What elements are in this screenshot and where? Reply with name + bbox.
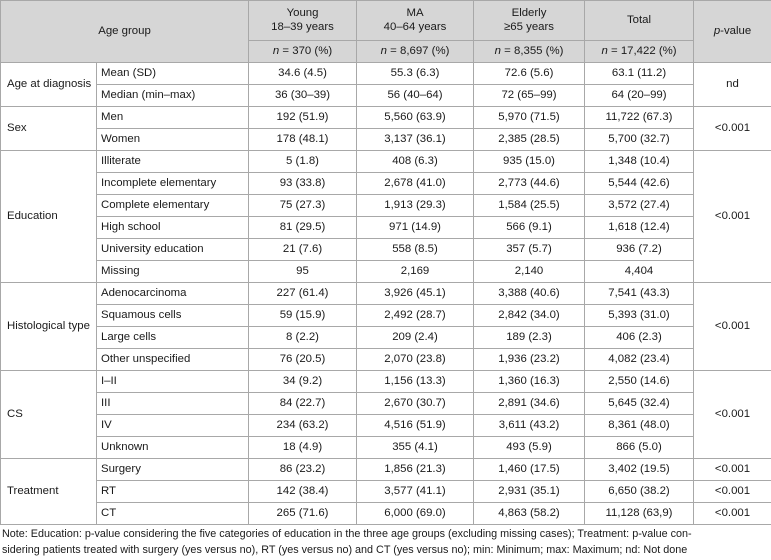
category-cell: IV [97, 415, 249, 437]
value-cell: 234 (63.2) [249, 415, 357, 437]
table-row [1, 415, 771, 437]
category-cell: Missing [97, 261, 249, 283]
value-cell: 935 (15.0) [474, 151, 585, 173]
pvalue-cell: <0.001 [694, 459, 771, 481]
pvalue-cell: <0.001 [694, 107, 771, 151]
value-cell: 6,650 (38.2) [585, 481, 694, 503]
value-cell: 93 (33.8) [249, 173, 357, 195]
value-cell: 3,577 (41.1) [357, 481, 474, 503]
category-cell: Other unspecified [97, 349, 249, 371]
table-row [1, 393, 771, 415]
value-cell: 11,722 (67.3) [585, 107, 694, 129]
value-cell: 1,584 (25.5) [474, 195, 585, 217]
n-header [249, 41, 357, 63]
group-header [474, 1, 585, 41]
note-p: p [84, 528, 91, 540]
group-name: MA [406, 6, 424, 19]
table-row [1, 481, 771, 503]
value-cell: 86 (23.2) [249, 459, 357, 481]
value-cell: 3,137 (36.1) [357, 129, 474, 151]
value-cell: 56 (40–64) [357, 85, 474, 107]
note-text-2: -value considering the five categories of education in the three age groups (excluding missing cases); Treatment: [90, 528, 633, 540]
group-range: 18–39 years [271, 20, 334, 33]
n-header [585, 41, 694, 63]
group-name: Total [626, 13, 652, 26]
category-cell: Unknown [97, 437, 249, 459]
category-cell: III [97, 393, 249, 415]
category-cell: University education [97, 239, 249, 261]
value-cell: 63.1 (11.2) [585, 63, 694, 85]
category-cell: Large cells [97, 327, 249, 349]
section-label: CS [1, 371, 97, 459]
value-cell: 357 (5.7) [474, 239, 585, 261]
value-cell: 1,360 (16.3) [474, 371, 585, 393]
value-cell: 2,678 (41.0) [357, 173, 474, 195]
value-cell: 355 (4.1) [357, 437, 474, 459]
value-cell: 95 [249, 261, 357, 283]
category-cell: Illiterate [97, 151, 249, 173]
category-cell: Women [97, 129, 249, 151]
value-cell: 5,700 (32.7) [585, 129, 694, 151]
value-cell: 1,460 (17.5) [474, 459, 585, 481]
value-cell: 3,388 (40.6) [474, 283, 585, 305]
table-row [1, 459, 771, 481]
note-text-4: sidering patients treated with surgery (yes versus no), RT (yes versus no) and CT (yes versus no); min: Minimum; max: Maximum; nd: Not done [2, 544, 688, 556]
value-cell: 34 (9.2) [249, 371, 357, 393]
value-cell: 2,931 (35.1) [474, 481, 585, 503]
category-cell: Squamous cells [97, 305, 249, 327]
value-cell: 18 (4.9) [249, 437, 357, 459]
category-cell: High school [97, 217, 249, 239]
pvalue-cell: <0.001 [694, 371, 771, 459]
table-row [1, 437, 771, 459]
value-cell: 6,000 (69.0) [357, 503, 474, 525]
value-cell: 2,550 (14.6) [585, 371, 694, 393]
header-row [1, 1, 771, 41]
value-cell: 1,856 (21.3) [357, 459, 474, 481]
pvalue-header [694, 1, 771, 63]
category-cell: RT [97, 481, 249, 503]
table-note [2, 526, 769, 558]
n-value: = 17,422 (%) [611, 44, 677, 57]
note-text-1: Note: Education: [2, 528, 85, 540]
category-cell: I–II [97, 371, 249, 393]
value-cell: 265 (71.6) [249, 503, 357, 525]
n-prefix: n [272, 44, 280, 57]
value-cell: 4,404 [585, 261, 694, 283]
value-cell: 2,070 (23.8) [357, 349, 474, 371]
value-cell: 2,670 (30.7) [357, 393, 474, 415]
value-cell: 81 (29.5) [249, 217, 357, 239]
value-cell: 55.3 (6.3) [357, 63, 474, 85]
category-cell: Complete elementary [97, 195, 249, 217]
value-cell: 5,393 (31.0) [585, 305, 694, 327]
value-cell: 11,128 (63,9) [585, 503, 694, 525]
value-cell: 2,773 (44.6) [474, 173, 585, 195]
table-row [1, 305, 771, 327]
value-cell: 406 (2.3) [585, 327, 694, 349]
value-cell: 192 (51.9) [249, 107, 357, 129]
value-cell: 3,402 (19.5) [585, 459, 694, 481]
group-name: Young [286, 6, 319, 19]
pvalue-cell: <0.001 [694, 151, 771, 283]
value-cell: 142 (38.4) [249, 481, 357, 503]
n-prefix: n [380, 44, 387, 57]
pvalue-prefix: p [713, 24, 721, 37]
value-cell: 75 (27.3) [249, 195, 357, 217]
value-cell: 971 (14.9) [357, 217, 474, 239]
table-row [1, 503, 771, 525]
value-cell: 493 (5.9) [474, 437, 585, 459]
category-cell: Men [97, 107, 249, 129]
value-cell: 2,842 (34.0) [474, 305, 585, 327]
table-row [1, 63, 771, 85]
note-text-3: -value con- [638, 528, 692, 540]
group-header [357, 1, 474, 41]
value-cell: 3,572 (27.4) [585, 195, 694, 217]
value-cell: 566 (9.1) [474, 217, 585, 239]
value-cell: 3,926 (45.1) [357, 283, 474, 305]
section-label: Histological type [1, 283, 97, 371]
value-cell: 1,913 (29.3) [357, 195, 474, 217]
value-cell: 36 (30–39) [249, 85, 357, 107]
value-cell: 8,361 (48.0) [585, 415, 694, 437]
value-cell: 5,544 (42.6) [585, 173, 694, 195]
pvalue-cell: <0.001 [694, 503, 771, 525]
pvalue-cell: nd [694, 63, 771, 107]
value-cell: 2,140 [474, 261, 585, 283]
category-cell: Adenocarcinoma [97, 283, 249, 305]
pvalue-cell: <0.001 [694, 481, 771, 503]
value-cell: 76 (20.5) [249, 349, 357, 371]
value-cell: 2,492 (28.7) [357, 305, 474, 327]
n-value: = 8,355 (%) [504, 44, 564, 57]
note-p: p [632, 528, 639, 540]
table-row [1, 349, 771, 371]
n-value: = 8,697 (%) [390, 44, 450, 57]
n-header [357, 41, 474, 63]
value-cell: 1,156 (13.3) [357, 371, 474, 393]
value-cell: 4,863 (58.2) [474, 503, 585, 525]
section-label: Treatment [1, 459, 97, 525]
group-name: Elderly [511, 6, 547, 19]
n-header [474, 41, 585, 63]
table-row [1, 129, 771, 151]
table-row [1, 195, 771, 217]
section-label: Education [1, 151, 97, 283]
value-cell: 5,560 (63.9) [357, 107, 474, 129]
value-cell: 59 (15.9) [249, 305, 357, 327]
value-cell: 2,169 [357, 261, 474, 283]
category-cell: CT [97, 503, 249, 525]
value-cell: 34.6 (4.5) [249, 63, 357, 85]
table-row [1, 107, 771, 129]
group-range: ≥65 years [504, 20, 554, 33]
value-cell: 5,970 (71.5) [474, 107, 585, 129]
value-cell: 5,645 (32.4) [585, 393, 694, 415]
value-cell: 4,516 (51.9) [357, 415, 474, 437]
value-cell: 84 (22.7) [249, 393, 357, 415]
table-row [1, 261, 771, 283]
value-cell: 227 (61.4) [249, 283, 357, 305]
table-row [1, 371, 771, 393]
value-cell: 1,348 (10.4) [585, 151, 694, 173]
table-row [1, 173, 771, 195]
value-cell: 8 (2.2) [249, 327, 357, 349]
value-cell: 1,936 (23.2) [474, 349, 585, 371]
value-cell: 866 (5.0) [585, 437, 694, 459]
table-row [1, 217, 771, 239]
section-label: Age at diagnosis [1, 63, 97, 107]
value-cell: 21 (7.6) [249, 239, 357, 261]
value-cell: 64 (20–99) [585, 85, 694, 107]
pvalue-suffix: -value [720, 24, 752, 37]
table-row [1, 327, 771, 349]
group-header [585, 1, 694, 41]
n-value: = 370 (%) [282, 44, 333, 57]
value-cell: 72.6 (5.6) [474, 63, 585, 85]
value-cell: 3,611 (43.2) [474, 415, 585, 437]
value-cell: 2,385 (28.5) [474, 129, 585, 151]
section-label: Sex [1, 107, 97, 151]
value-cell: 7,541 (43.3) [585, 283, 694, 305]
category-cell: Incomplete elementary [97, 173, 249, 195]
value-cell: 408 (6.3) [357, 151, 474, 173]
n-prefix: n [494, 44, 501, 57]
category-cell: Surgery [97, 459, 249, 481]
table-row [1, 239, 771, 261]
value-cell: 4,082 (23.4) [585, 349, 694, 371]
age-group-header: Age group [1, 1, 249, 63]
pvalue-cell: <0.001 [694, 283, 771, 371]
group-header [249, 1, 357, 41]
value-cell: 936 (7.2) [585, 239, 694, 261]
value-cell: 2,891 (34.6) [474, 393, 585, 415]
category-cell: Median (min–max) [97, 85, 249, 107]
value-cell: 1,618 (12.4) [585, 217, 694, 239]
group-range: 40–64 years [383, 20, 447, 33]
value-cell: 189 (2.3) [474, 327, 585, 349]
value-cell: 72 (65–99) [474, 85, 585, 107]
table-row [1, 283, 771, 305]
value-cell: 5 (1.8) [249, 151, 357, 173]
n-prefix: n [601, 44, 608, 57]
table-row [1, 151, 771, 173]
value-cell: 209 (2.4) [357, 327, 474, 349]
table-row [1, 85, 771, 107]
category-cell: Mean (SD) [97, 63, 249, 85]
value-cell: 178 (48.1) [249, 129, 357, 151]
value-cell: 558 (8.5) [357, 239, 474, 261]
